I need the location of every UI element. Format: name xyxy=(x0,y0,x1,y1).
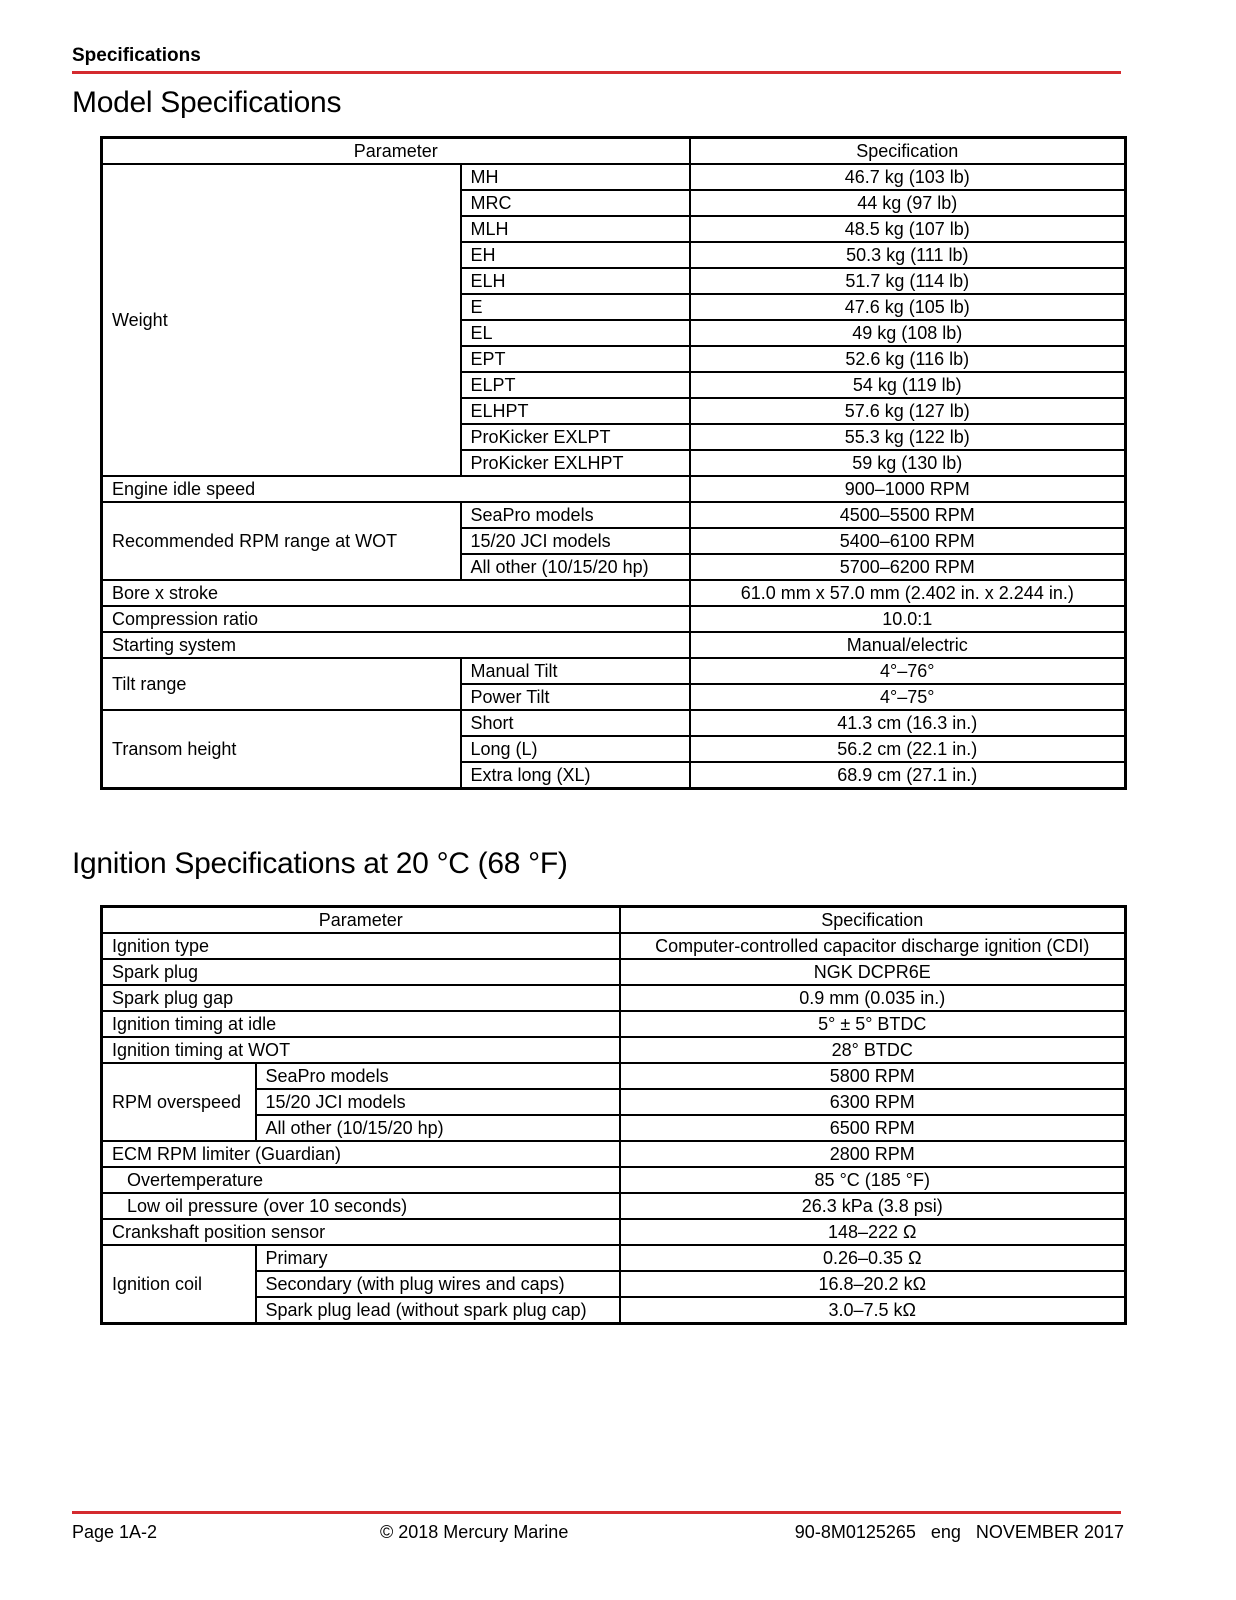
table-row xyxy=(102,476,1126,502)
column-header-specification: Specification xyxy=(690,138,1126,165)
model-cell: Manual Tilt xyxy=(461,658,690,684)
column-header-parameter: Parameter xyxy=(102,907,620,934)
table-row xyxy=(102,1115,1126,1141)
table-row xyxy=(102,1063,1126,1089)
model-cell: SeaPro models xyxy=(461,502,690,528)
value-cell: 44 kg (97 lb) xyxy=(690,190,1126,216)
param-label-idle-speed: Engine idle speed xyxy=(102,476,690,502)
model-cell: SeaPro models xyxy=(256,1063,620,1089)
ignition-specifications-title: Ignition Specifications at 20 °C (68 °F) xyxy=(72,847,568,880)
value-cell: 55.3 kg (122 lb) xyxy=(690,424,1126,450)
value-cell: 5800 RPM xyxy=(620,1063,1126,1089)
table-row xyxy=(102,1037,1126,1063)
ignition-specifications-table xyxy=(100,905,1127,1325)
value-cell: 52.6 kg (116 lb) xyxy=(690,346,1126,372)
value-cell: 49 kg (108 lb) xyxy=(690,320,1126,346)
table-row xyxy=(102,1271,1126,1297)
model-cell: ELHPT xyxy=(461,398,690,424)
model-cell: ProKicker EXLPT xyxy=(461,424,690,450)
param-label-overtemperature: Overtemperature xyxy=(102,1167,620,1193)
value-cell: 54 kg (119 lb) xyxy=(690,372,1126,398)
model-cell: ELPT xyxy=(461,372,690,398)
value-cell: 900–1000 RPM xyxy=(690,476,1126,502)
value-cell: 10.0:1 xyxy=(690,606,1126,632)
value-cell: 46.7 kg (103 lb) xyxy=(690,164,1126,190)
table-row xyxy=(102,580,1126,606)
param-label-timing-wot: Ignition timing at WOT xyxy=(102,1037,620,1063)
model-cell: Long (L) xyxy=(461,736,690,762)
table-row xyxy=(102,1141,1126,1167)
value-cell: 85 °C (185 °F) xyxy=(620,1167,1126,1193)
value-cell: 4500–5500 RPM xyxy=(690,502,1126,528)
table-header-row xyxy=(102,138,1126,165)
value-cell: 51.7 kg (114 lb) xyxy=(690,268,1126,294)
value-cell: 68.9 cm (27.1 in.) xyxy=(690,762,1126,789)
model-specifications-title: Model Specifications xyxy=(72,86,342,119)
model-cell: Extra long (XL) xyxy=(461,762,690,789)
param-label-rpm-wot: Recommended RPM range at WOT xyxy=(102,502,461,580)
value-cell: 41.3 cm (16.3 in.) xyxy=(690,710,1126,736)
document-code: 90-8M0125265 eng NOVEMBER 2017 xyxy=(794,1522,1124,1542)
model-cell: EL xyxy=(461,320,690,346)
value-cell: Computer-controlled capacitor discharge ignition (CDI) xyxy=(620,933,1126,959)
model-cell: 15/20 JCI models xyxy=(256,1089,620,1115)
value-cell: 5400–6100 RPM xyxy=(690,528,1126,554)
value-cell: 5700–6200 RPM xyxy=(690,554,1126,580)
param-label-compression: Compression ratio xyxy=(102,606,690,632)
model-cell: EH xyxy=(461,242,690,268)
value-cell: 148–222 Ω xyxy=(620,1219,1126,1245)
model-cell: Primary xyxy=(256,1245,620,1271)
param-label-spark-plug: Spark plug xyxy=(102,959,620,985)
param-label-transom: Transom height xyxy=(102,710,461,789)
value-cell: 47.6 kg (105 lb) xyxy=(690,294,1126,320)
param-label-timing-idle: Ignition timing at idle xyxy=(102,1011,620,1037)
table-row xyxy=(102,1297,1126,1324)
model-cell: Short xyxy=(461,710,690,736)
value-cell: 26.3 kPa (3.8 psi) xyxy=(620,1193,1126,1219)
value-cell: 50.3 kg (111 lb) xyxy=(690,242,1126,268)
value-cell: 16.8–20.2 kΩ xyxy=(620,1271,1126,1297)
model-cell: All other (10/15/20 hp) xyxy=(256,1115,620,1141)
param-label-plug-gap: Spark plug gap xyxy=(102,985,620,1011)
table-row xyxy=(102,710,1126,736)
running-header: Specifications xyxy=(72,45,201,66)
value-cell: 59 kg (130 lb) xyxy=(690,450,1126,476)
table-row xyxy=(102,164,1126,190)
table-row xyxy=(102,1193,1126,1219)
header-divider xyxy=(72,71,1121,74)
param-label-ignition-type: Ignition type xyxy=(102,933,620,959)
param-label-starting: Starting system xyxy=(102,632,690,658)
table-row xyxy=(102,1011,1126,1037)
value-cell: 3.0–7.5 kΩ xyxy=(620,1297,1126,1324)
param-label-crankshaft-sensor: Crankshaft position sensor xyxy=(102,1219,620,1245)
footer-divider xyxy=(72,1511,1121,1514)
model-cell: Secondary (with plug wires and caps) xyxy=(256,1271,620,1297)
model-cell: E xyxy=(461,294,690,320)
model-cell: All other (10/15/20 hp) xyxy=(461,554,690,580)
model-cell: Spark plug lead (without spark plug cap) xyxy=(256,1297,620,1324)
value-cell: Manual/electric xyxy=(690,632,1126,658)
value-cell: 0.26–0.35 Ω xyxy=(620,1245,1126,1271)
table-header-row xyxy=(102,907,1126,934)
table-row xyxy=(102,502,1126,528)
value-cell: 56.2 cm (22.1 in.) xyxy=(690,736,1126,762)
param-label-rpm-overspeed: RPM overspeed xyxy=(102,1063,256,1141)
value-cell: 6500 RPM xyxy=(620,1115,1126,1141)
model-cell: EPT xyxy=(461,346,690,372)
param-label-low-oil: Low oil pressure (over 10 seconds) xyxy=(102,1193,620,1219)
table-row xyxy=(102,1245,1126,1271)
value-cell: 0.9 mm (0.035 in.) xyxy=(620,985,1126,1011)
table-row xyxy=(102,606,1126,632)
model-cell: ELH xyxy=(461,268,690,294)
model-cell: ProKicker EXLHPT xyxy=(461,450,690,476)
value-cell: 28° BTDC xyxy=(620,1037,1126,1063)
param-label-rpm-limiter: ECM RPM limiter (Guardian) xyxy=(102,1141,620,1167)
value-cell: 48.5 kg (107 lb) xyxy=(690,216,1126,242)
value-cell: 61.0 mm x 57.0 mm (2.402 in. x 2.244 in.) xyxy=(690,580,1126,606)
model-specifications-table xyxy=(100,136,1127,790)
table-row xyxy=(102,1167,1126,1193)
table-row xyxy=(102,933,1126,959)
table-row xyxy=(102,1089,1126,1115)
param-label-weight: Weight xyxy=(102,164,461,476)
table-row xyxy=(102,632,1126,658)
column-header-parameter: Parameter xyxy=(102,138,690,165)
table-row xyxy=(102,985,1126,1011)
model-cell: MLH xyxy=(461,216,690,242)
value-cell: 4°–75° xyxy=(690,684,1126,710)
value-cell: 4°–76° xyxy=(690,658,1126,684)
table-row xyxy=(102,658,1126,684)
value-cell: NGK DCPR6E xyxy=(620,959,1126,985)
model-cell: 15/20 JCI models xyxy=(461,528,690,554)
table-row xyxy=(102,1219,1126,1245)
model-cell: MH xyxy=(461,164,690,190)
value-cell: 5° ± 5° BTDC xyxy=(620,1011,1126,1037)
column-header-specification: Specification xyxy=(620,907,1126,934)
value-cell: 6300 RPM xyxy=(620,1089,1126,1115)
param-label-bore-stroke: Bore x stroke xyxy=(102,580,690,606)
param-label-ignition-coil: Ignition coil xyxy=(102,1245,256,1324)
table-row xyxy=(102,959,1126,985)
value-cell: 2800 RPM xyxy=(620,1141,1126,1167)
param-label-tilt: Tilt range xyxy=(102,658,461,710)
model-cell: Power Tilt xyxy=(461,684,690,710)
copyright-notice: © 2018 Mercury Marine xyxy=(380,1522,569,1542)
page-number: Page 1A-2 xyxy=(72,1522,158,1542)
model-cell: MRC xyxy=(461,190,690,216)
value-cell: 57.6 kg (127 lb) xyxy=(690,398,1126,424)
